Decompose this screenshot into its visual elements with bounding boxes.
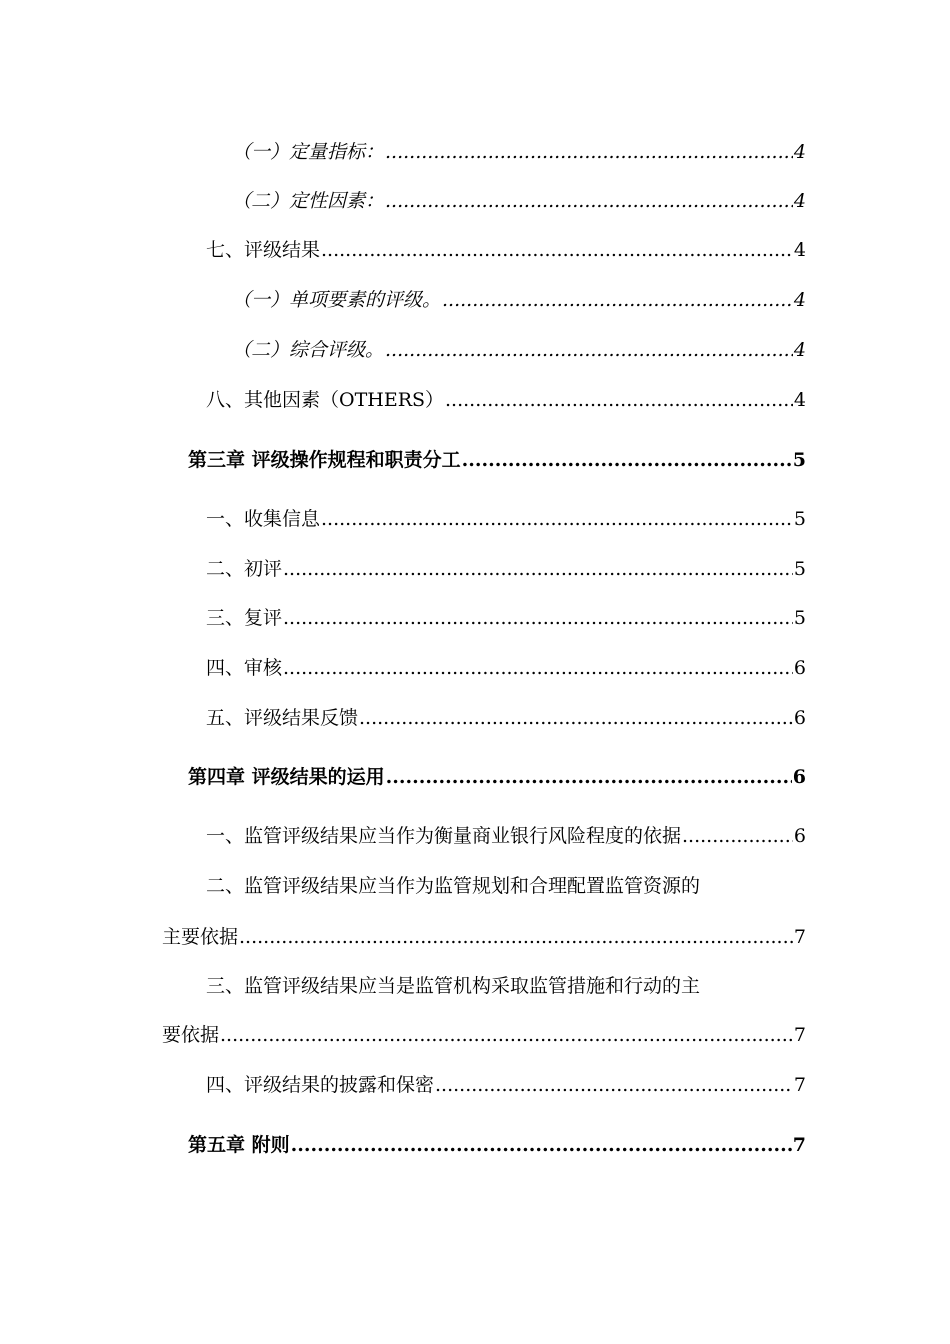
toc-leader-dots bbox=[220, 1023, 793, 1047]
toc-leader-dots bbox=[283, 656, 793, 680]
toc-entry-label: （一）定量指标： bbox=[232, 141, 385, 163]
toc-entry-chapter-5[interactable] bbox=[188, 1133, 806, 1157]
toc-entry-label: 一、监管评级结果应当作为衡量商业银行风险程度的依据 bbox=[206, 825, 682, 847]
toc-page-number: 4 bbox=[793, 239, 806, 261]
toc-entry-s6-q2[interactable] bbox=[232, 189, 806, 213]
toc-leader-dots bbox=[283, 606, 793, 630]
toc-entry-label: 五、评级结果反馈 bbox=[206, 707, 359, 729]
toc-leader-dots bbox=[386, 765, 792, 789]
toc-leader-dots bbox=[359, 706, 793, 730]
toc-entry-label: （二）定性因素： bbox=[232, 190, 385, 212]
toc-page-number: 4 bbox=[793, 289, 806, 311]
toc-page-number: 5 bbox=[793, 607, 806, 629]
toc-leader-dots bbox=[385, 189, 793, 213]
toc-page-number: 5 bbox=[793, 558, 806, 580]
toc-entry-label: 主要依据 bbox=[162, 926, 239, 948]
toc-entry-label: 四、审核 bbox=[206, 657, 283, 679]
toc-leader-dots bbox=[682, 824, 793, 848]
toc-page-number: 4 bbox=[793, 141, 806, 163]
toc-entry-label: 要依据 bbox=[162, 1024, 220, 1046]
toc-leader-dots bbox=[462, 448, 792, 472]
toc-entry-s7-q1[interactable] bbox=[232, 288, 806, 312]
toc-leader-dots bbox=[435, 1073, 793, 1097]
toc-page-number: 4 bbox=[793, 190, 806, 212]
toc-entry-label: 第三章 评级操作规程和职责分工 bbox=[188, 449, 461, 471]
toc-entry-label: （一）单项要素的评级。 bbox=[232, 289, 442, 311]
toc-entry-label: 三、复评 bbox=[206, 607, 283, 629]
toc-entry-label: 八、其他因素（OTHERS） bbox=[206, 389, 445, 411]
toc-entry-label: 七、评级结果 bbox=[206, 239, 321, 261]
toc-entry-ch4-3-first-line[interactable]: 三、监管评级结果应当是监管机构采取监管措施和行动的主 bbox=[206, 975, 701, 997]
toc-entry-ch4-2-first-line[interactable]: 二、监管评级结果应当作为监管规划和合理配置监管资源的 bbox=[206, 875, 701, 897]
toc-entry-ch3-2[interactable] bbox=[206, 557, 806, 581]
toc-entry-s8[interactable] bbox=[206, 388, 806, 412]
toc-leader-dots bbox=[445, 388, 793, 412]
toc-leader-dots bbox=[321, 507, 793, 531]
toc-entry-label: 四、评级结果的披露和保密 bbox=[206, 1074, 435, 1096]
toc-page-number: 6 bbox=[793, 707, 806, 729]
toc-entry-ch4-3[interactable] bbox=[162, 1023, 806, 1047]
toc-page-number: 7 bbox=[793, 1074, 806, 1096]
toc-page-number: 6 bbox=[793, 825, 806, 847]
toc-entry-label: 第四章 评级结果的运用 bbox=[188, 766, 385, 788]
toc-leader-dots bbox=[442, 288, 793, 312]
toc-entry-label: 第五章 附则 bbox=[188, 1134, 290, 1156]
toc-page-number: 5 bbox=[793, 508, 806, 530]
toc-leader-dots bbox=[321, 238, 793, 262]
toc-leader-dots bbox=[291, 1133, 792, 1157]
toc-entry-label: 一、收集信息 bbox=[206, 508, 321, 530]
toc-entry-chapter-3[interactable] bbox=[188, 448, 806, 472]
toc-entry-chapter-4[interactable] bbox=[188, 765, 806, 789]
toc-entry-s7-q2[interactable] bbox=[232, 338, 806, 362]
toc-page-number: 5 bbox=[792, 449, 806, 471]
toc-leader-dots bbox=[283, 557, 793, 581]
toc-page-number: 7 bbox=[793, 926, 806, 948]
toc-page-number: 7 bbox=[792, 1134, 806, 1156]
toc-leader-dots bbox=[385, 140, 793, 164]
toc-entry-label: 二、初评 bbox=[206, 558, 283, 580]
toc-page-number: 4 bbox=[793, 339, 806, 361]
toc-leader-dots bbox=[239, 925, 793, 949]
toc-entry-ch3-1[interactable] bbox=[206, 507, 806, 531]
toc-entry-s7[interactable] bbox=[206, 238, 806, 262]
toc-entry-ch4-2[interactable] bbox=[162, 925, 806, 949]
toc-entry-ch4-1[interactable] bbox=[206, 824, 806, 848]
toc-page-number: 7 bbox=[793, 1024, 806, 1046]
toc-page-number: 6 bbox=[792, 766, 806, 788]
toc-leader-dots bbox=[385, 338, 793, 362]
toc-entry-ch3-4[interactable] bbox=[206, 656, 806, 680]
toc-entry-label: （二）综合评级。 bbox=[232, 339, 385, 361]
toc-page-number: 6 bbox=[793, 657, 806, 679]
toc-page-number: 4 bbox=[793, 389, 806, 411]
toc-entry-ch3-5[interactable] bbox=[206, 706, 806, 730]
toc-entry-ch3-3[interactable] bbox=[206, 606, 806, 630]
toc-entry-s6-q1[interactable] bbox=[232, 140, 806, 164]
toc-entry-ch4-4[interactable] bbox=[206, 1073, 806, 1097]
